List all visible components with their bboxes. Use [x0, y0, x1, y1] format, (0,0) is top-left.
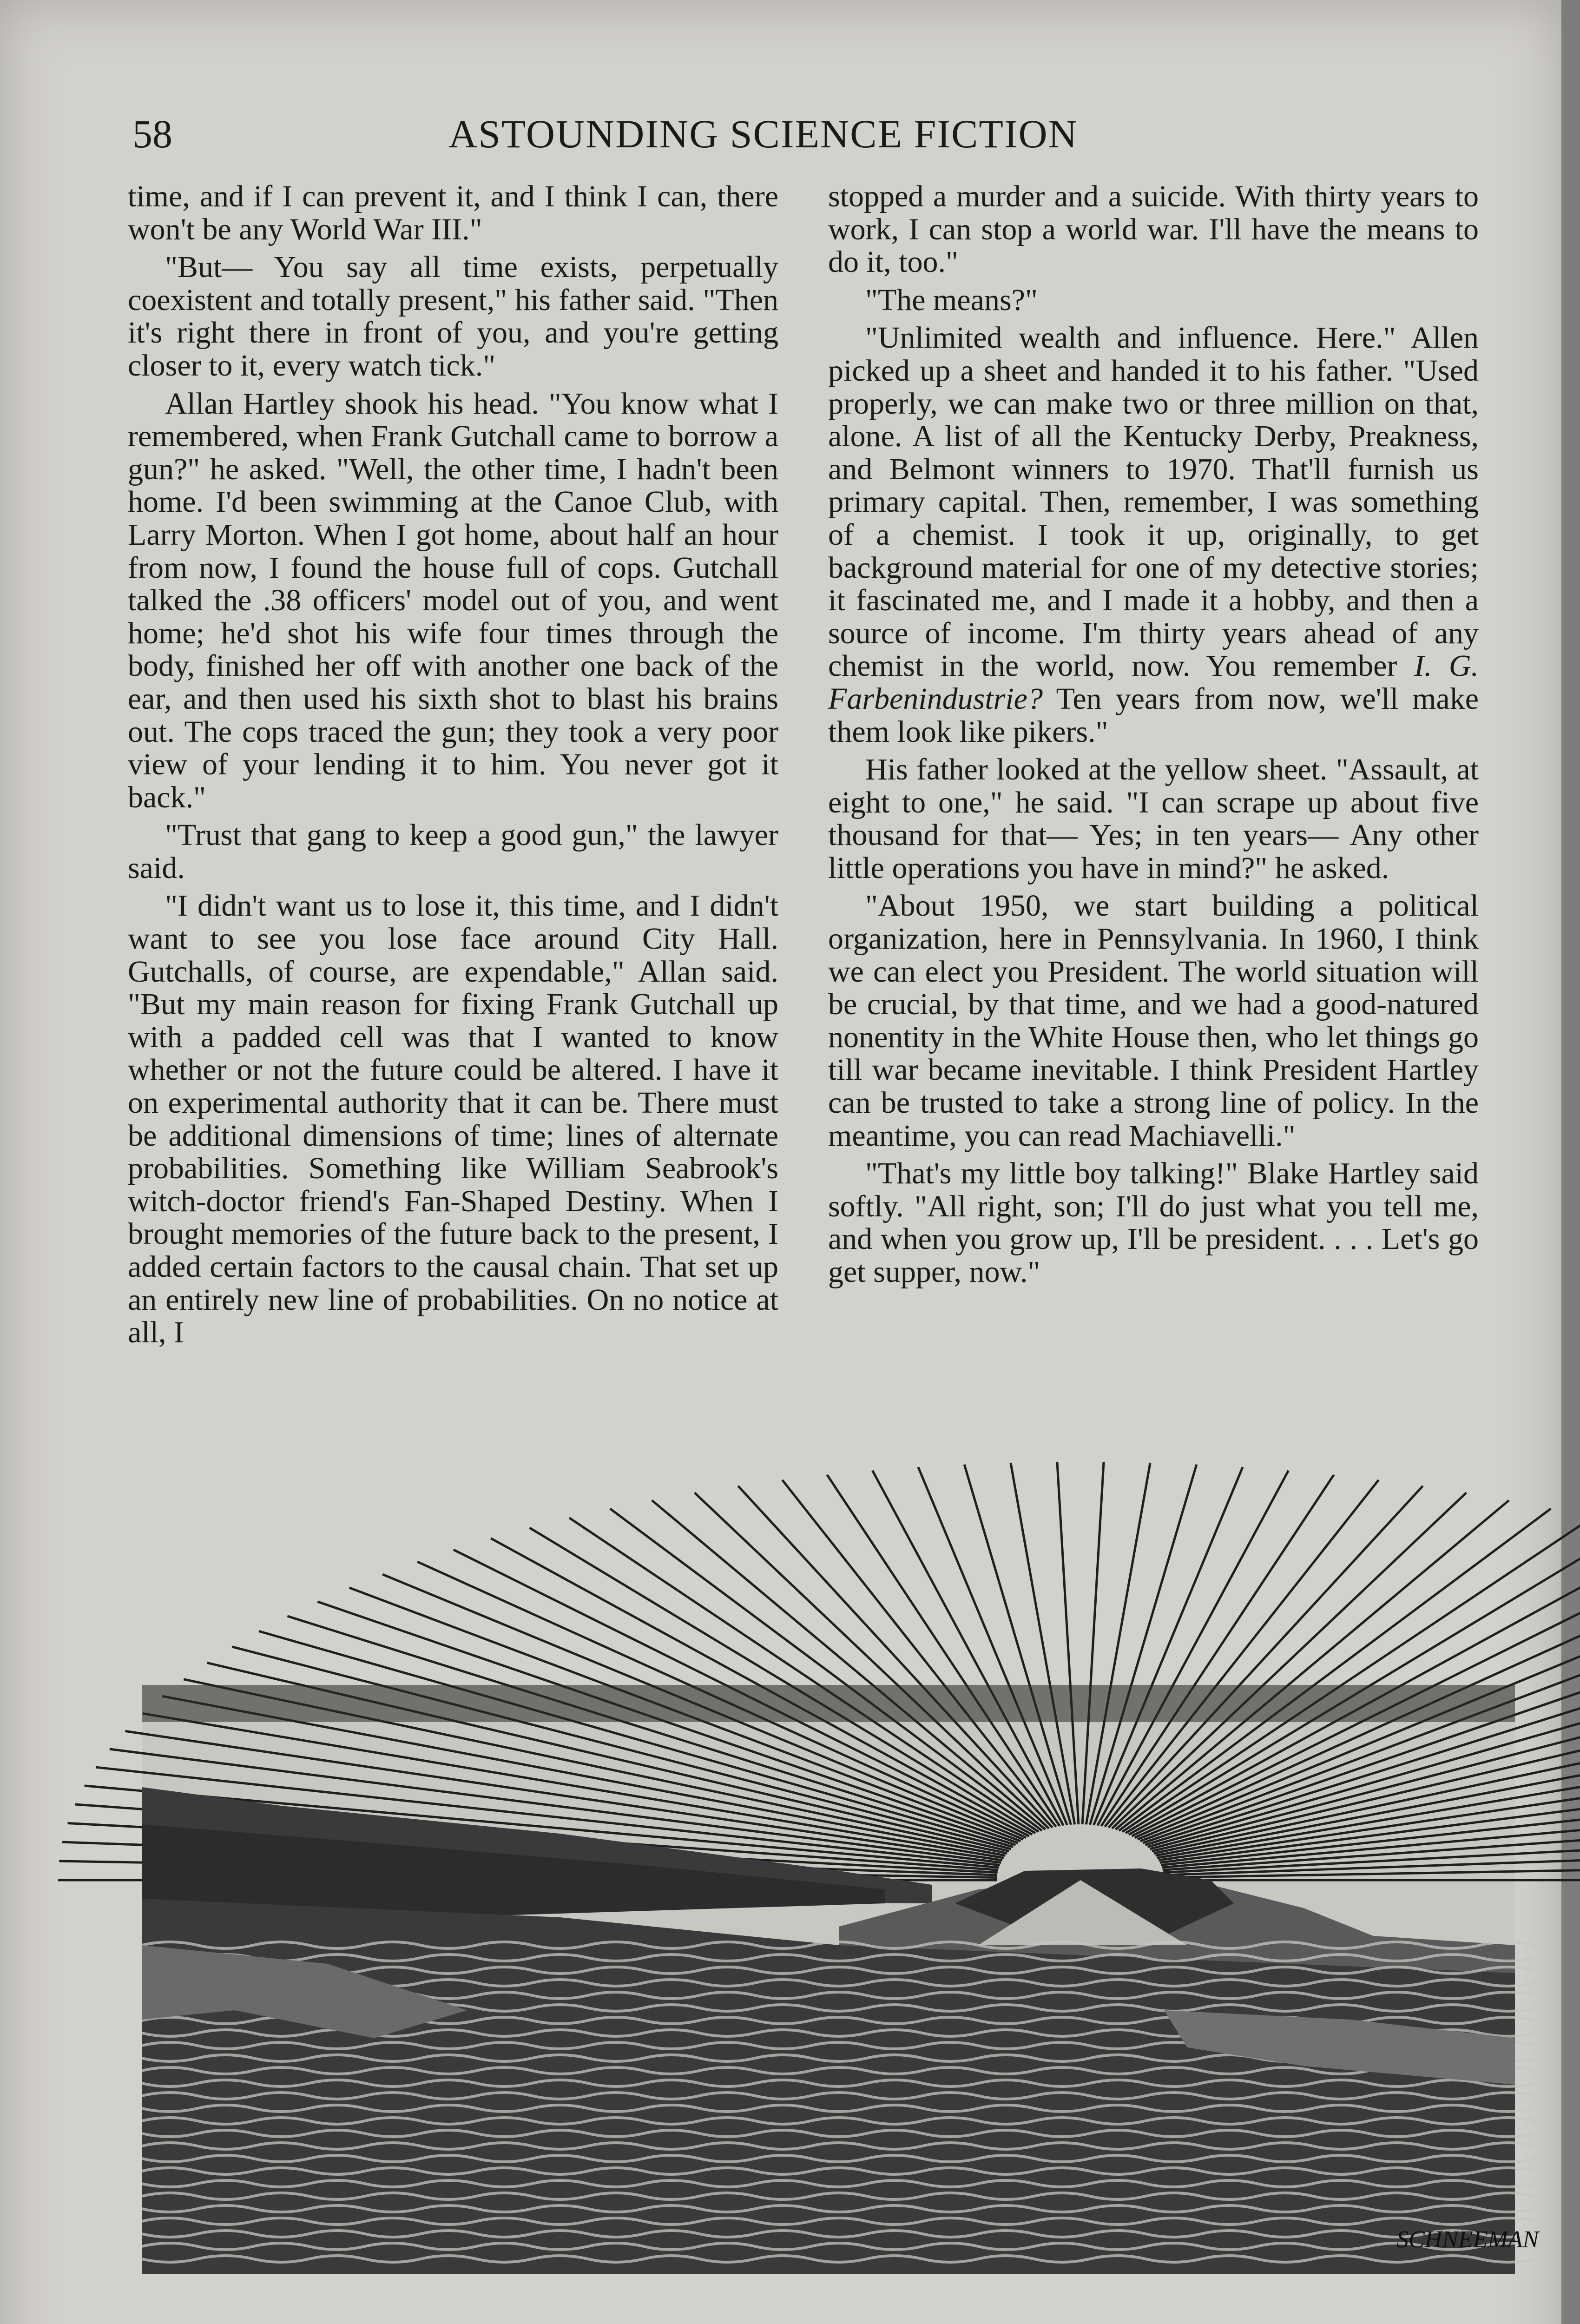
paragraph: "That's my little boy talking!" Blake Hartley said softly. "All right, son; I'll do just what you tell me, and when you grow up, I'll be president. . . . Let's go get supper, now.": [828, 1156, 1479, 1289]
paragraph: "I didn't want us to lose it, this time, and I didn't want to see you lose face around City Hall. Gutchalls, of course, are expendable," Allan said. "But my main reason for fixing Frank Gutchall up with a padded cell was that I wanted to know whether or not the future could be altered. I have it on experimental authority that it can be. There must be additional dimensions of time; lines of alternate probabilities. Something like William Seabrook's witch-doctor friend's Fan-Shaped Destiny. When I brought memories of the future back to the present, I added certain factors to the causal chain. That set up an entirely new line of probabilities. On no notice at all, I: [128, 889, 778, 1350]
text-column-right: [828, 180, 1479, 1289]
paragraph: "About 1950, we start building a political organization, here in Pennsylvania. In 1960, I think we can elect you President. The world situation will be crucial, by that time, and we had a good-natured nonentity in the White House then, who let things go till war became inevitable. I think President Hartley can be trusted to take a strong line of policy. In the meantime, you can read Machiavelli.": [828, 889, 1479, 1153]
paragraph: "Trust that gang to keep a good gun," the lawyer said.: [128, 818, 778, 885]
text-column-left: [128, 180, 778, 1349]
paragraph-text: Ten years from now, we'll make them look like pikers.": [828, 681, 1479, 749]
paragraph: His father looked at the yellow sheet. "Assault, at eight to one," he said. "I can scrape up about five thousand for that— Yes; in ten years— Any other little operations you have in mind?" he asked.: [828, 753, 1479, 885]
paragraph: Allan Hartley shook his head. "You know what I remembered, when Frank Gutchall came to borrow a gun?" he asked. "Well, the other time, I hadn't been home. I'd been swimming at the Canoe Club, with Larry Morton. When I got home, about half an hour from now, I found the house full of cops. Gutchall talked the .38 officers' model out of you, and went home; he'd shot his wife four times through the body, finished her off with another one back of the ear, and then used his sixth shot to blast his brains out. The cops traced the gun; they took a very poor view of your lending it to him. You never got it back.": [128, 386, 778, 814]
paragraph: stopped a murder and a suicide. With thirty years to work, I can stop a world war. I'll have the means to do it, too.": [828, 179, 1479, 279]
landscape-illustration: [142, 1685, 1539, 2274]
paragraph: "But— You say all time exists, perpetually coexistent and totally present," his father said. "Then it's right there in front of you, and you're getting closer to it, every watch tick.": [128, 250, 778, 383]
italic-title: I. G. Farbenindustrie?: [828, 649, 1479, 716]
artist-signature: SCHNEEMAN: [1396, 2226, 1539, 2253]
running-title: ASTOUNDING SCIENCE FICTION: [448, 112, 1078, 156]
page-number: 58: [132, 112, 172, 156]
paragraph: "The means?": [865, 283, 1038, 317]
paragraph: time, and if I can prevent it, and I think I can, there won't be any World War III.": [128, 179, 778, 246]
paragraph-text: "Unlimited wealth and influence. Here." Allen picked up a sheet and handed it to his father. "Used properly, we can make two or three million on that, alone. A list of all the Kentucky Derby, Preakness, and Belmont winners to 1970. That'll furnish us primary capital. Then, remember, I was something of a chemist. I took it up, originally, to get background material for one of my detective stories; it fascinated me, and I made it a hobby, and then a source of income. I'm thirty years ahead of any chemist in the world, now. You remember: [828, 321, 1479, 683]
page-header: [132, 103, 1401, 159]
paragraph: [828, 322, 1479, 748]
